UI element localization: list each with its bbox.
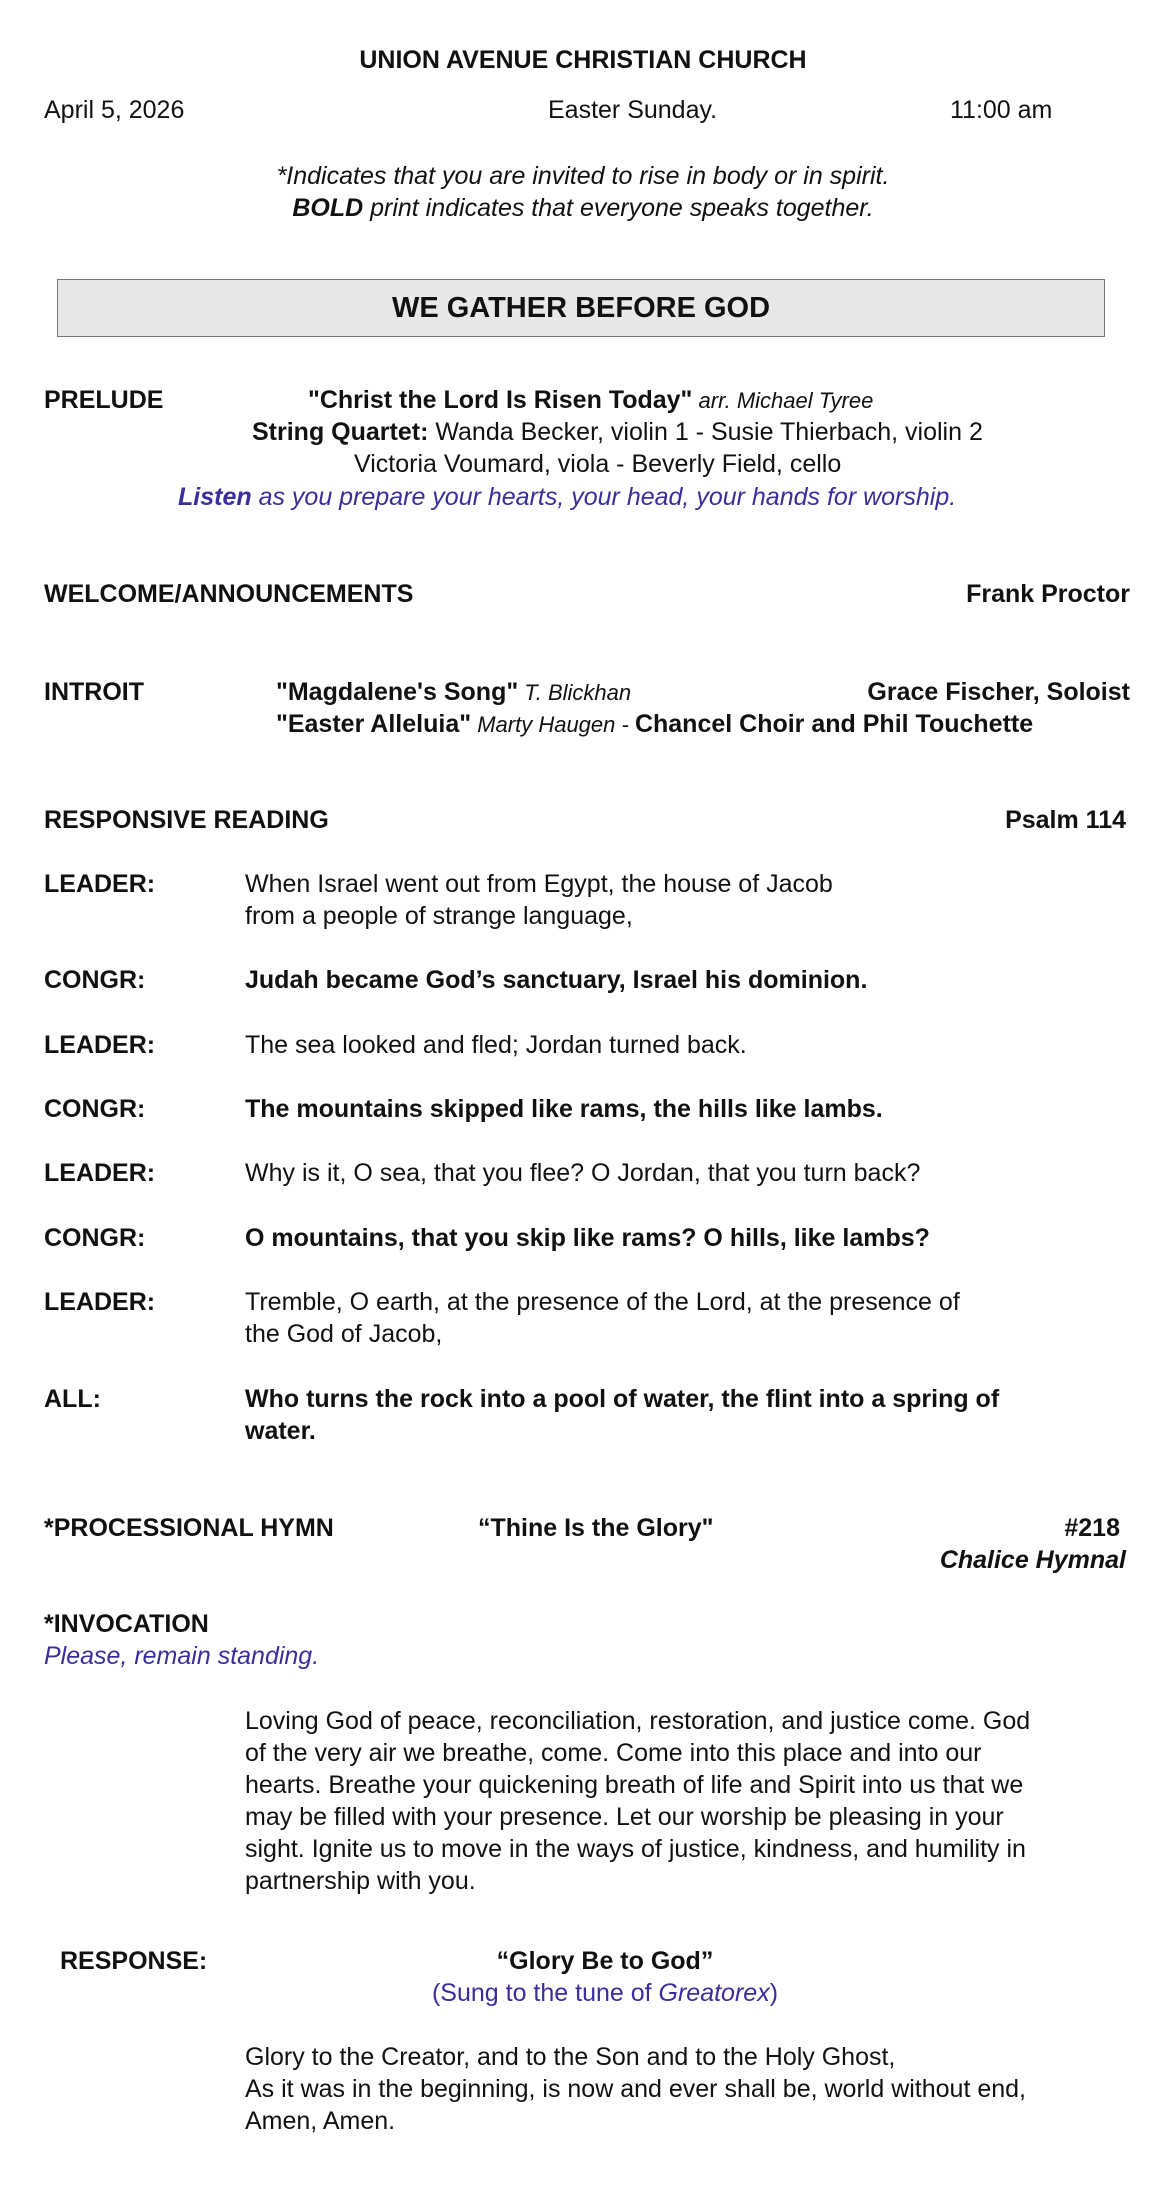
reading-speaker: LEADER:	[44, 1159, 156, 1187]
welcome-label: WELCOME/ANNOUNCEMENTS	[44, 580, 414, 608]
listen-instruction	[178, 481, 956, 513]
response-title: “Glory Be to God”	[496, 1947, 714, 1975]
reading-speaker: LEADER:	[44, 1288, 156, 1316]
service-date: April 5, 2026	[44, 96, 185, 124]
invocation-prayer-line: of the very air we breathe, come. Come into this place and into our	[245, 1739, 982, 1767]
service-time: 11:00 am	[950, 96, 1053, 124]
reading-speaker: CONGR:	[44, 1224, 146, 1252]
listen-rest: as you prepare your hearts, your head, your hands for worship.	[251, 483, 957, 511]
processional-hymnal: Chalice Hymnal	[939, 1546, 1126, 1574]
reading-line: The sea looked and fled; Jordan turned back.	[245, 1031, 747, 1059]
reading-speaker: ALL:	[44, 1385, 101, 1413]
welcome-leader: Frank Proctor	[966, 580, 1130, 608]
invocation-label: *INVOCATION	[44, 1610, 209, 1638]
responsive-reading-label: RESPONSIVE READING	[44, 806, 329, 834]
prelude-label: PRELUDE	[44, 386, 164, 414]
ensemble-label: String Quartet:	[252, 418, 429, 446]
invocation-instruction: Please, remain standing.	[44, 1642, 320, 1670]
processional-label: *PROCESSIONAL HYMN	[44, 1514, 334, 1542]
response-tune-suffix: )	[769, 1979, 779, 2007]
response-lyric-line: Amen, Amen.	[245, 2107, 396, 2135]
introit-song-1-composer: T. Blickhan	[518, 680, 632, 705]
reading-line: Who turns the rock into a pool of water, the flint into a spring of	[245, 1385, 1000, 1413]
invocation-prayer-line: may be filled with your presence. Let our worship be pleasing in your	[245, 1803, 1004, 1831]
response-lyric-line: Glory to the Creator, and to the Son and to the Holy Ghost,	[245, 2043, 896, 2071]
listen-word: Listen	[178, 483, 252, 511]
introit-label: INTROIT	[44, 678, 144, 706]
prelude-piece	[308, 384, 873, 417]
ensemble-players-2: Victoria Voumard, viola - Beverly Field, cello	[354, 450, 842, 478]
invocation-prayer-line: sight. Ignite us to move in the ways of justice, kindness, and humility in	[245, 1835, 1026, 1863]
reading-line: O mountains, that you skip like rams? O hills, like lambs?	[245, 1224, 930, 1252]
introit-song-2	[276, 708, 1033, 741]
response-lyric-line: As it was in the beginning, is now and ever shall be, world without end,	[245, 2075, 1027, 2103]
introit-song-2-title: "Easter Alleluia"	[276, 710, 472, 738]
reading-speaker: CONGR:	[44, 966, 146, 994]
prelude-ensemble	[252, 416, 983, 448]
introit-song-1-performer: Grace Fischer, Soloist	[867, 678, 1130, 706]
invocation-prayer-line: hearts. Breathe your quickening breath of life and Spirit into us that we	[245, 1771, 1024, 1799]
introit-song-2-composer: Marty Haugen -	[471, 712, 635, 737]
reading-line: the God of Jacob,	[245, 1320, 443, 1348]
response-tune-name: Greatorex	[658, 1979, 770, 2007]
processional-title: “Thine Is the Glory"	[478, 1514, 714, 1542]
reading-line: from a people of strange language,	[245, 902, 633, 930]
bold-note	[0, 192, 1166, 224]
reading-line: The mountains skipped like rams, the hills like lambs.	[245, 1095, 883, 1123]
response-tune	[0, 1977, 1166, 2009]
response-tune-prefix: (Sung to the tune of	[431, 1979, 659, 2007]
introit-song-2-performer: Chancel Choir and Phil Touchette	[634, 710, 1034, 738]
reading-speaker: CONGR:	[44, 1095, 146, 1123]
reading-speaker: LEADER:	[44, 1031, 156, 1059]
response-label: RESPONSE:	[60, 1947, 208, 1975]
reading-line: Judah became God’s sanctuary, Israel his dominion.	[245, 966, 868, 994]
church-name: UNION AVENUE CHRISTIAN CHURCH	[359, 46, 807, 74]
service-occasion: Easter Sunday.	[548, 96, 718, 124]
ensemble-players-1: Wanda Becker, violin 1 - Susie Thierbach, violin 2	[428, 418, 983, 446]
reading-line: water.	[245, 1417, 316, 1445]
processional-number: #218	[1064, 1514, 1120, 1542]
reading-line: Why is it, O sea, that you flee? O Jordan, that you turn back?	[245, 1159, 921, 1187]
introit-song-1-title: "Magdalene's Song"	[276, 678, 519, 706]
prelude-title: "Christ the Lord Is Risen Today"	[308, 386, 693, 414]
responsive-reading-reference: Psalm 114	[1005, 806, 1126, 834]
reading-line: When Israel went out from Egypt, the house of Jacob	[245, 870, 833, 898]
bold-note-text: print indicates that everyone speaks together.	[363, 194, 874, 222]
invocation-prayer-line: partnership with you.	[245, 1867, 476, 1895]
section-heading: WE GATHER BEFORE GOD	[57, 279, 1105, 337]
reading-speaker: LEADER:	[44, 870, 156, 898]
invocation-prayer-line: Loving God of peace, reconciliation, restoration, and justice come. God	[245, 1707, 1031, 1735]
bold-note-keyword: BOLD	[292, 194, 364, 222]
reading-line: Tremble, O earth, at the presence of the Lord, at the presence of	[245, 1288, 960, 1316]
prelude-arranger: arr. Michael Tyree	[692, 388, 874, 413]
introit-song-1	[276, 676, 631, 709]
rise-note: *Indicates that you are invited to rise in body or in spirit.	[276, 162, 890, 190]
